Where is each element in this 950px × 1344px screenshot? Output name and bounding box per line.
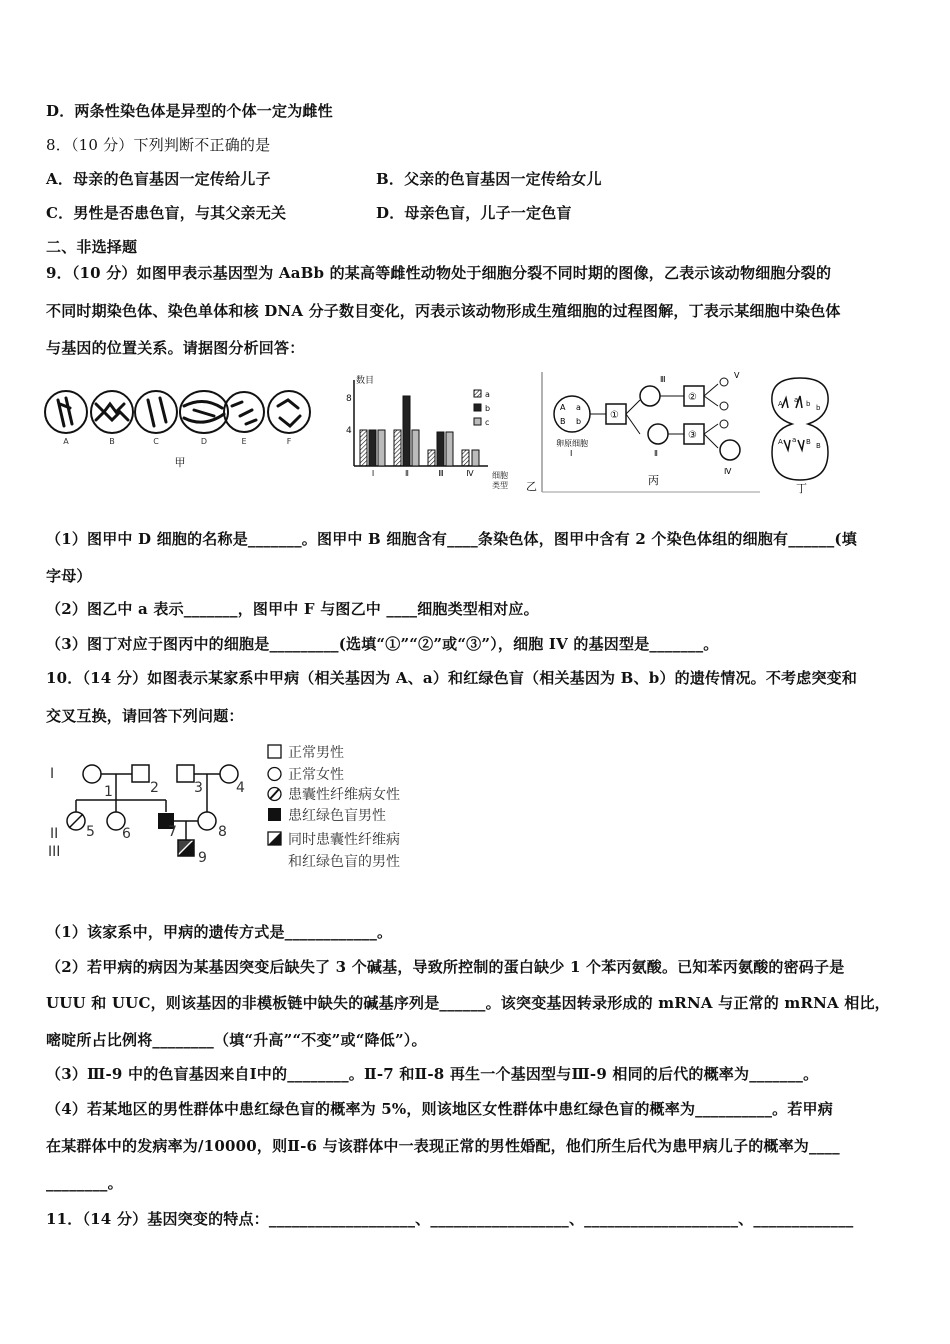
svg-text:②: ② bbox=[688, 392, 697, 403]
figure-bing bbox=[540, 370, 762, 496]
legend-both-male-2: 和红绿色盲的男性 bbox=[288, 854, 400, 870]
cell-label-e: E bbox=[241, 437, 247, 446]
cell-c bbox=[135, 391, 177, 433]
svg-text:A: A bbox=[778, 400, 783, 408]
svg-text:2: 2 bbox=[150, 780, 159, 796]
q9-intro-line-1: 9．（10 分）如图甲表示基因型为 AaBb 的某高等雌性动物处于细胞分裂不同时期的图像，乙表示该动物细胞分裂的 bbox=[46, 264, 832, 282]
svg-text:9: 9 bbox=[198, 850, 207, 866]
cell-label-b: B bbox=[109, 437, 115, 446]
q10-sub4-line-3: ________。 bbox=[46, 1174, 123, 1192]
legend-both-male-1: 同时患囊性纤维病 bbox=[288, 832, 400, 848]
q9-sub1-line-2: 字母） bbox=[46, 567, 92, 585]
svg-text:Ⅲ: Ⅲ bbox=[438, 469, 444, 478]
gen-label-1: I bbox=[50, 766, 55, 782]
svg-text:a: a bbox=[794, 396, 799, 404]
svg-text:5: 5 bbox=[86, 824, 95, 840]
svg-text:Ⅳ: Ⅳ bbox=[466, 469, 474, 478]
legend-cb-male: 患红绿色盲男性 bbox=[288, 808, 386, 824]
svg-text:B: B bbox=[560, 417, 566, 426]
figure-yi bbox=[336, 372, 548, 494]
q10-intro-line-2: 交叉互换，请回答下列问题： bbox=[46, 707, 244, 725]
individual-i2 bbox=[132, 765, 149, 782]
svg-text:Ⅱ: Ⅱ bbox=[405, 469, 409, 478]
y-axis-title: 数目 bbox=[356, 376, 375, 386]
q10-intro-line-1: 10．（14 分）如图表示某家系中甲病（相关基因为 A、a）和红绿色盲（相关基因为 B、b）的遗传情况。不考虑突变和 bbox=[46, 669, 858, 687]
section-title: 二、非选择题 bbox=[46, 238, 138, 256]
cell-e bbox=[224, 392, 264, 432]
legend-normal-female: 正常女性 bbox=[288, 767, 344, 783]
svg-text:a: a bbox=[576, 403, 581, 412]
q9-intro-line-2: 不同时期染色体、染色单体和核 DNA 分子数目变化，丙表示该动物形成生殖细胞的过程图解，丁表示某细胞中染色体 bbox=[46, 302, 841, 320]
q10-sub2-line-1: （2）若甲病的病因为某基因突变后缺失了 3 个碱基，导致所控制的蛋白缺少 1 个苯丙氨酸。已知苯丙氨酸的密码子是 bbox=[46, 958, 845, 976]
legend-a: a bbox=[485, 390, 490, 399]
x-axis-title-1: 细胞 bbox=[492, 471, 508, 480]
figure-bing-label: 丙 bbox=[648, 474, 659, 487]
q8-option-b: B．父亲的色盲基因一定传给女儿 bbox=[376, 170, 602, 188]
q11-text: 11．（14 分）基因突变的特点：___________________、__________________、____________________、_____________ bbox=[46, 1210, 854, 1228]
y-tick-8: 8 bbox=[346, 394, 352, 404]
individual-i1 bbox=[83, 765, 101, 783]
q9-sub3: （3）图丁对应于图丙中的细胞是_________(选填“①”“②”或“③”），细胞 IV 的基因型是_______。 bbox=[46, 635, 719, 653]
svg-text:③: ③ bbox=[688, 430, 697, 441]
svg-text:A: A bbox=[778, 438, 783, 446]
svg-text:Ⅱ: Ⅱ bbox=[654, 449, 658, 458]
svg-text:b: b bbox=[576, 417, 582, 426]
q10-sub2-line-2: UUU 和 UUC，则该基因的非模板链中缺失的碱基序列是______。该突变基因转录形成的 mRNA 与正常的 mRNA 相比， bbox=[46, 994, 890, 1012]
cell-b bbox=[91, 391, 133, 433]
figure-jia-label: 甲 bbox=[174, 456, 186, 469]
q8-option-a: A．母亲的色盲基因一定传给儿子 bbox=[46, 170, 271, 188]
svg-text:B: B bbox=[806, 438, 811, 446]
svg-text:4: 4 bbox=[236, 780, 245, 796]
bar-group bbox=[360, 396, 479, 466]
cell-label-d: D bbox=[200, 437, 208, 446]
y-tick-4: 4 bbox=[346, 426, 352, 436]
q10-sub3: （3）Ⅲ-9 中的色盲基因来自Ⅰ中的________。Ⅱ-7 和Ⅱ-8 再生一个基因型与Ⅲ-9 相同的后代的概率为_______。 bbox=[46, 1065, 819, 1083]
svg-text:卵原细胞: 卵原细胞 bbox=[556, 439, 588, 448]
svg-text:6: 6 bbox=[122, 826, 131, 842]
cell-label-a: A bbox=[63, 437, 69, 446]
svg-text:Ⅳ: Ⅳ bbox=[724, 467, 732, 476]
svg-text:B: B bbox=[816, 442, 821, 450]
q8-header: 8．（10 分）下列判断不正确的是 bbox=[46, 136, 271, 154]
pedigree-chart bbox=[46, 756, 256, 866]
x-axis-title-2: 类型 bbox=[492, 481, 508, 490]
legend-normal-male: 正常男性 bbox=[288, 745, 344, 761]
oogonium-cell bbox=[554, 396, 590, 432]
gen-label-3: III bbox=[48, 844, 61, 860]
q10-sub1: （1）该家系中，甲病的遗传方式是____________。 bbox=[46, 923, 393, 941]
svg-text:Ⅲ: Ⅲ bbox=[660, 375, 666, 384]
individual-ii8 bbox=[198, 812, 216, 830]
q8-option-c: C．男性是否患色盲，与其父亲无关 bbox=[46, 204, 287, 222]
q9-sub2: （2）图乙中 a 表示_______，图甲中 F 与图乙中 ____细胞类型相对应。 bbox=[46, 600, 539, 618]
q8-option-d: D．母亲色盲，儿子一定色盲 bbox=[376, 204, 572, 222]
svg-text:b: b bbox=[806, 400, 811, 408]
q7-option-d: D．两条性染色体是异型的个体一定为雌性 bbox=[46, 102, 333, 120]
svg-text:8: 8 bbox=[218, 824, 227, 840]
q10-sub4-line-2: 在某群体中的发病率为/10000，则Ⅱ-6 与该群体中一表现正常的男性婚配，他们所生后代为患甲病儿子的概率为____ bbox=[46, 1137, 840, 1155]
svg-text:b: b bbox=[816, 404, 821, 412]
q8-options-row-2 bbox=[46, 202, 910, 224]
svg-text:V: V bbox=[734, 371, 740, 380]
gen-label-2: II bbox=[50, 826, 59, 842]
figure-jia bbox=[44, 382, 316, 474]
svg-text:Ⅰ: Ⅰ bbox=[371, 469, 375, 478]
svg-text:3: 3 bbox=[194, 780, 203, 796]
q9-intro-line-3: 与基因的位置关系。请据图分析回答： bbox=[46, 339, 305, 357]
svg-text:A: A bbox=[560, 403, 566, 412]
q8-options-row-1 bbox=[46, 168, 910, 190]
pedigree-legend bbox=[264, 742, 444, 872]
figure-ding-label: 丁 bbox=[796, 482, 807, 495]
svg-text:1: 1 bbox=[104, 784, 113, 800]
q9-sub1-line-1: （1）图甲中 D 细胞的名称是_______。图甲中 B 细胞含有____条染色体，图甲中含有 2 个染色体组的细胞有______(填 bbox=[46, 530, 857, 548]
cell-label-f: F bbox=[286, 437, 292, 446]
legend-c: c bbox=[485, 418, 490, 427]
q10-sub4-line-1: （4）若某地区的男性群体中患红绿色盲的概率为 5%，则该地区女性群体中患红绿色盲的概率为__________。若甲病 bbox=[46, 1100, 833, 1118]
svg-text:a: a bbox=[792, 436, 797, 444]
q10-sub2-line-3: 嘧啶所占比例将________（填“升高”“不变”或“降低”）。 bbox=[46, 1031, 427, 1049]
svg-text:I: I bbox=[570, 449, 573, 458]
svg-text:①: ① bbox=[610, 410, 619, 421]
figure-yi-label: 乙 bbox=[526, 480, 537, 493]
individual-i3 bbox=[177, 765, 194, 782]
legend-b: b bbox=[485, 404, 491, 413]
figure-ding bbox=[768, 372, 832, 496]
cell-label-c: C bbox=[153, 437, 159, 446]
svg-text:7: 7 bbox=[168, 824, 177, 840]
legend-cf-female: 患囊性纤维病女性 bbox=[288, 787, 400, 803]
